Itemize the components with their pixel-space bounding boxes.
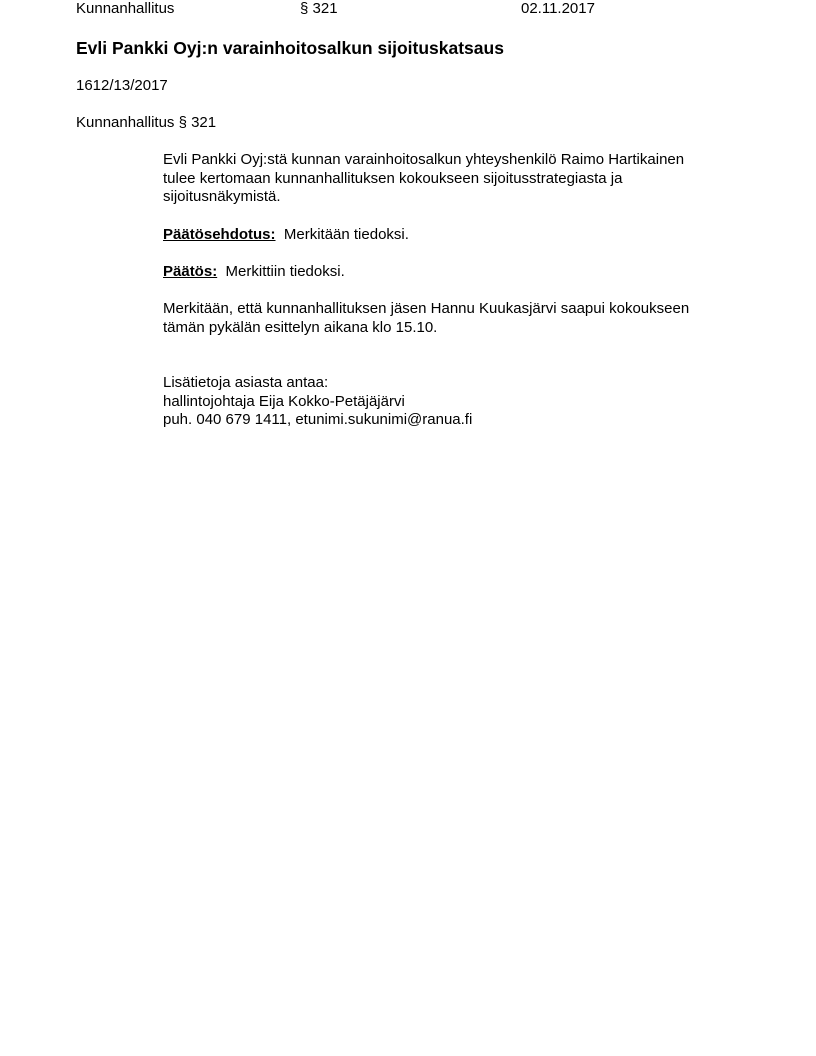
decision-label: Päätös:	[163, 263, 218, 280]
proposal-paragraph	[163, 226, 763, 245]
decision-paragraph	[163, 263, 763, 282]
decision-text: Merkittiin tiedoksi.	[225, 263, 345, 280]
note-paragraph	[163, 300, 763, 337]
contact-person: hallintojohtaja Eija Kokko-Petäjäjärvi	[163, 392, 405, 410]
proposal-label: Päätösehdotus:	[163, 226, 276, 243]
contact-details: puh. 040 679 1411, etunimi.sukunimi@ranua.fi	[163, 411, 473, 428]
intro-paragraph	[163, 151, 763, 207]
contact-block	[163, 374, 763, 430]
document-title: Evli Pankki Oyj:n varainhoitosalkun sijoituskatsaus	[76, 38, 504, 58]
header-date: 02.11.2017	[521, 0, 595, 17]
note-line: Merkitään, että kunnanhallituksen jäsen Hannu Kuukasjärvi saapui kokoukseen	[163, 300, 690, 317]
case-number: 1612/13/2017	[76, 77, 168, 94]
intro-line: tulee kertomaan kunnanhallituksen kokoukseen sijoitusstrategiasta ja	[163, 169, 623, 187]
intro-line: sijoitusnäkymistä.	[163, 188, 281, 205]
contact-heading: Lisätietoja asiasta antaa:	[163, 374, 329, 391]
section-reference: Kunnanhallitus § 321	[76, 114, 217, 131]
header-section: § 321	[300, 0, 338, 17]
proposal-text: Merkitään tiedoksi.	[283, 226, 409, 243]
intro-line: Evli Pankki Oyj:stä kunnan varainhoitosalkun yhteyshenkilö Raimo Hartikainen	[163, 151, 685, 168]
header-body-name: Kunnanhallitus	[76, 0, 175, 17]
note-line: tämän pykälän esittelyn aikana klo 15.10.	[163, 318, 438, 336]
